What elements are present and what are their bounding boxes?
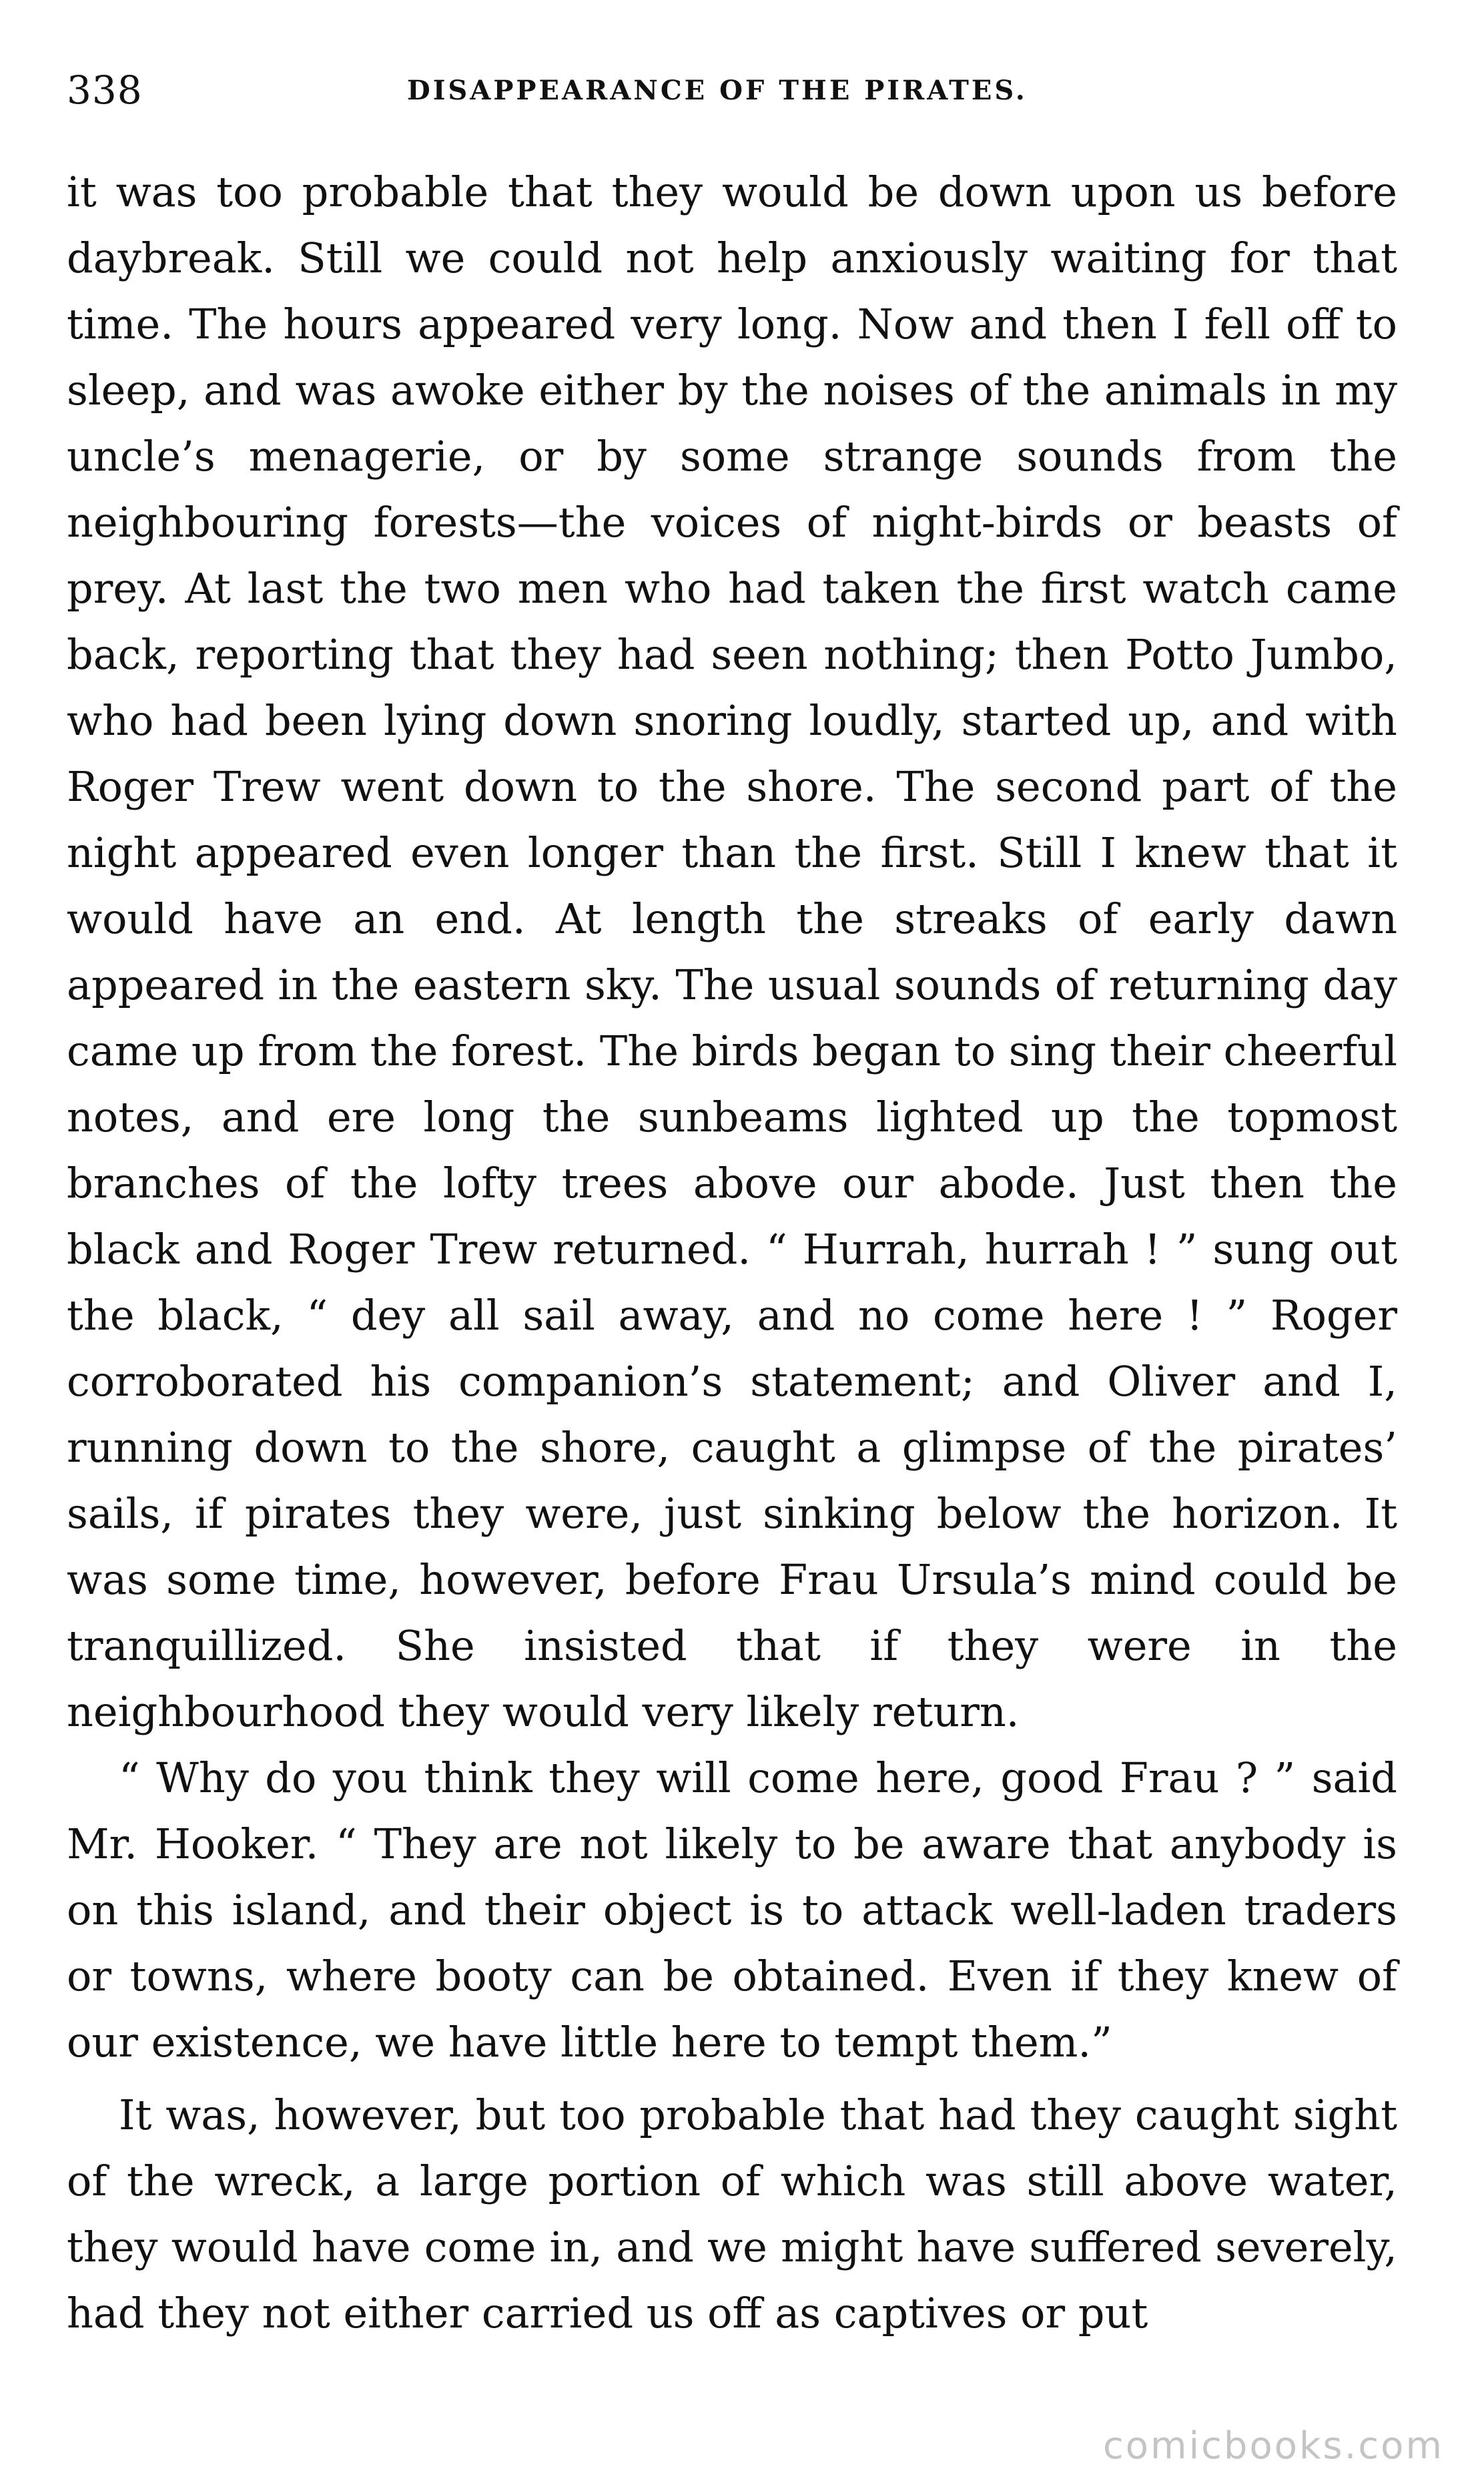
- paragraph-3: It was, however, but too probable that had they caught sight of the wreck, a large portion of which was still above water, they would have come in, and we might have suffered severely, had they not either carried us off as captives or put: [67, 2091, 1397, 2337]
- paragraph-2: “ Why do you think they will come here, good Frau ? ” said Mr. Hooker. “ They are not likely to be aware that anybody is on this island, and their object is to attack well-laden traders or towns, where booty can be obtained. Even if they knew of our existence, we have little here to tempt them.”: [67, 1753, 1397, 2066]
- paragraph-1: it was too probable that they would be down upon us before daybreak. Still we could not help anxiously waiting for that time. The hours appeared very long. Now and then I fell off to sleep, and was awoke either by the noises of the animals in my uncle’s menagerie, or by some strange sounds from the neighbouring forests—the voices of night-birds or beasts of prey. At last the two men who had taken the first watch came back, reporting that they had seen nothing; then Potto Jumbo, who had been lying down snoring loudly, started up, and with Roger Trew went down to the shore. The second part of the night appeared even longer than the first. Still I knew that it would have an end. At length the streaks of early dawn appeared in the eastern sky. The usual sounds of returning day came up from the forest. The birds began to sing their cheerful notes, and ere long the sunbeams lighted up the topmost branches of the lofty trees above our abode. Just then the black and Roger Trew returned. “ Hurrah, hurrah ! ” sung out the black, “ dey all sail away, and no come here ! ” Roger corroborated his companion’s statement; and Oliver and I, running down to the shore, caught a glimpse of the pirates’ sails, if pirates they were, just sinking below the horizon. It was some time, however, before Frau Ursula’s mind could be tranquillized. She insisted that if they were in the neighbourhood they would very likely return.: [67, 168, 1397, 1736]
- page-number: 338: [67, 67, 143, 113]
- body-text: [67, 159, 1397, 2346]
- watermark: comicbooks.com: [1102, 2424, 1444, 2468]
- running-head: DISAPPEARANCE OF THE PIRATES.: [407, 75, 1028, 106]
- page-header: [67, 60, 1417, 120]
